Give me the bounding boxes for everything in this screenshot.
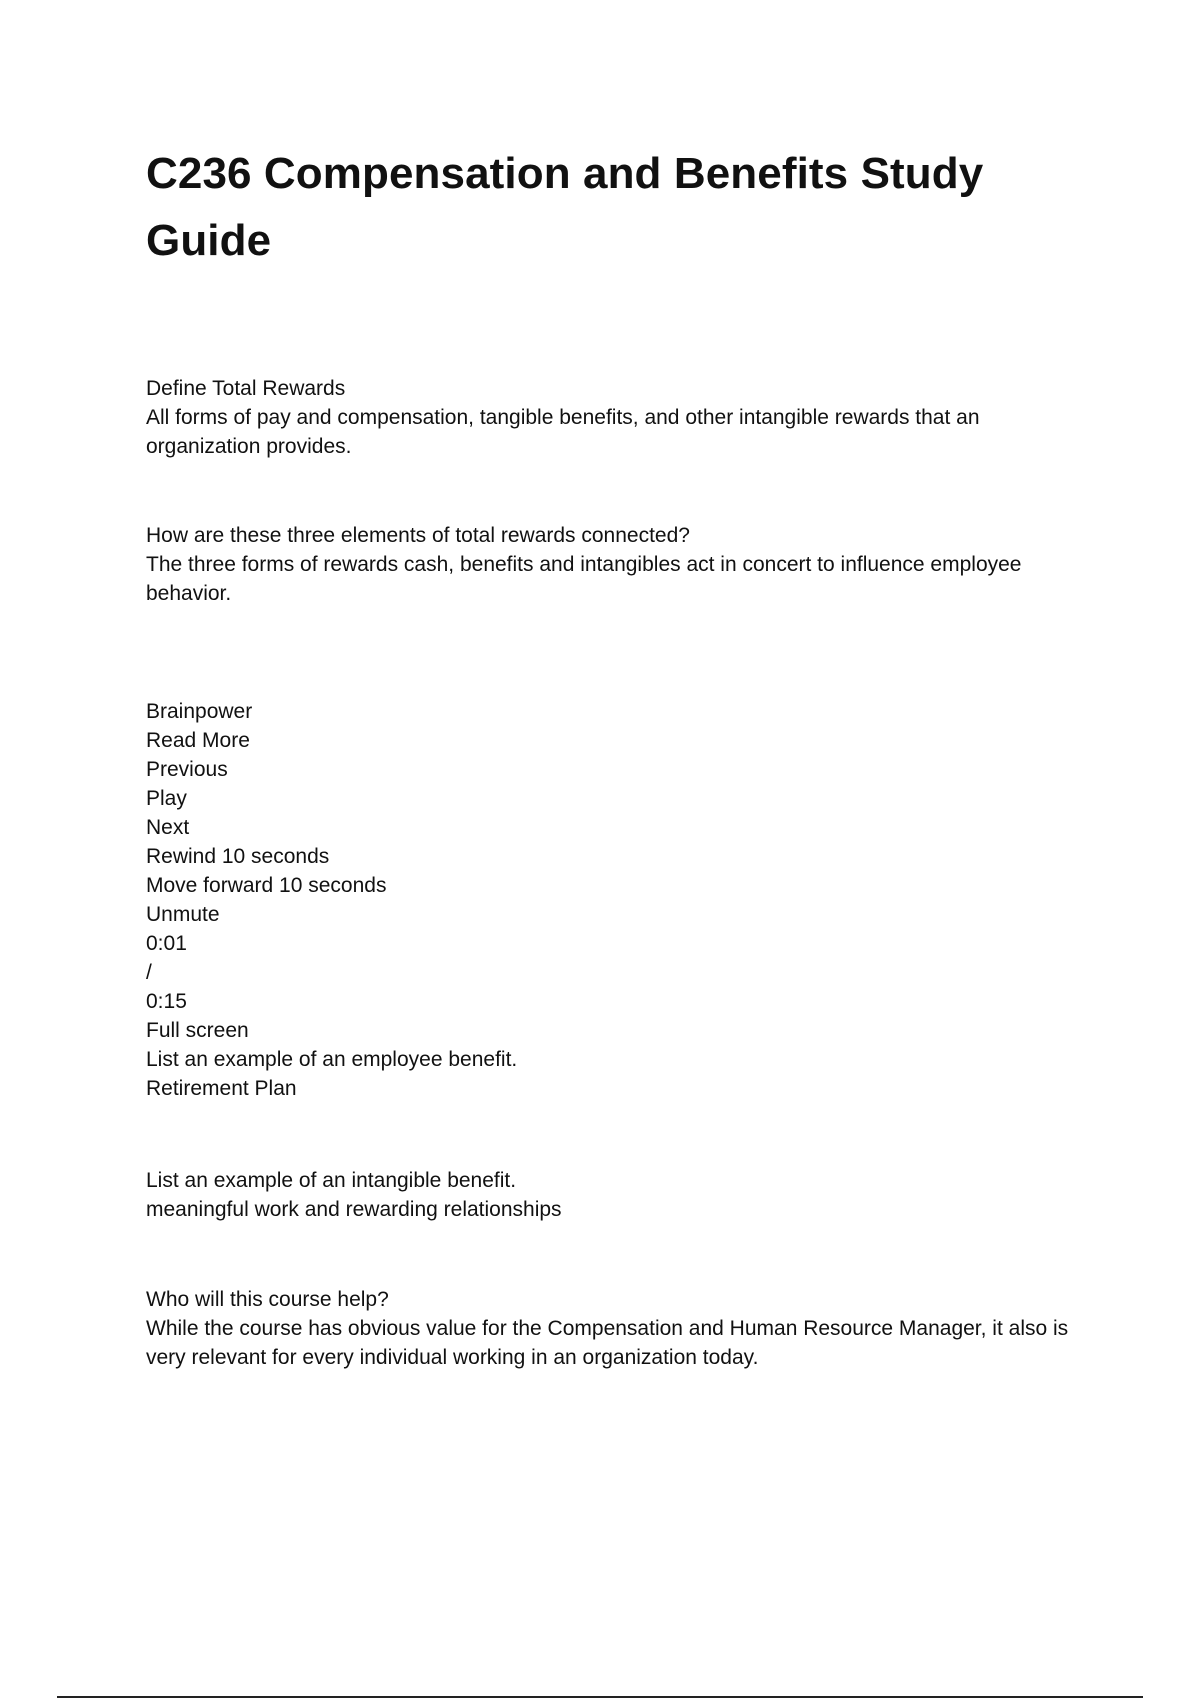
section-question: How are these three elements of total rewards connected?	[146, 524, 690, 547]
qa-question: Who will this course help?	[146, 1288, 389, 1311]
qa-answer: While the course has obvious value for the Compensation and Human Resource Manager, it also is very relevant for every individual working in an organization today.	[146, 1317, 1075, 1369]
qa-question: List an example of an intangible benefit.	[146, 1169, 517, 1192]
duration: 0:15	[146, 990, 187, 1013]
section-define-total-rewards	[146, 374, 1096, 461]
qa-question: List an example of an employee benefit.	[146, 1048, 518, 1071]
full-screen-button[interactable]: Full screen	[146, 1019, 249, 1042]
page-divider	[57, 1696, 1143, 1698]
forward-button[interactable]: Move forward 10 seconds	[146, 874, 387, 897]
document-title: C236 Compensation and Benefits Study Guide	[146, 149, 984, 265]
current-time: 0:01	[146, 932, 187, 955]
play-button[interactable]: Play	[146, 787, 187, 810]
video-player-text	[146, 697, 1096, 1103]
qa-answer: Retirement Plan	[146, 1077, 297, 1100]
brainpower-label: Brainpower	[146, 700, 253, 723]
document-header	[146, 140, 1096, 274]
qa-answer: meaningful work and rewarding relationships	[146, 1198, 562, 1221]
section-question: Define Total Rewards	[146, 377, 346, 400]
section-answer: The three forms of rewards cash, benefits and intangibles act in concert to influence employee behavior.	[146, 553, 1028, 605]
next-button[interactable]: Next	[146, 816, 190, 839]
qa-intangible-benefit	[146, 1166, 1096, 1224]
time-separator: /	[146, 961, 152, 984]
previous-button[interactable]: Previous	[146, 758, 228, 781]
read-more-link[interactable]: Read More	[146, 729, 250, 752]
qa-course-help	[146, 1285, 1096, 1372]
unmute-button[interactable]: Unmute	[146, 903, 220, 926]
section-answer: All forms of pay and compensation, tangible benefits, and other intangible rewards that an organization provides.	[146, 406, 986, 458]
rewind-button[interactable]: Rewind 10 seconds	[146, 845, 330, 868]
section-elements-connected	[146, 521, 1096, 608]
